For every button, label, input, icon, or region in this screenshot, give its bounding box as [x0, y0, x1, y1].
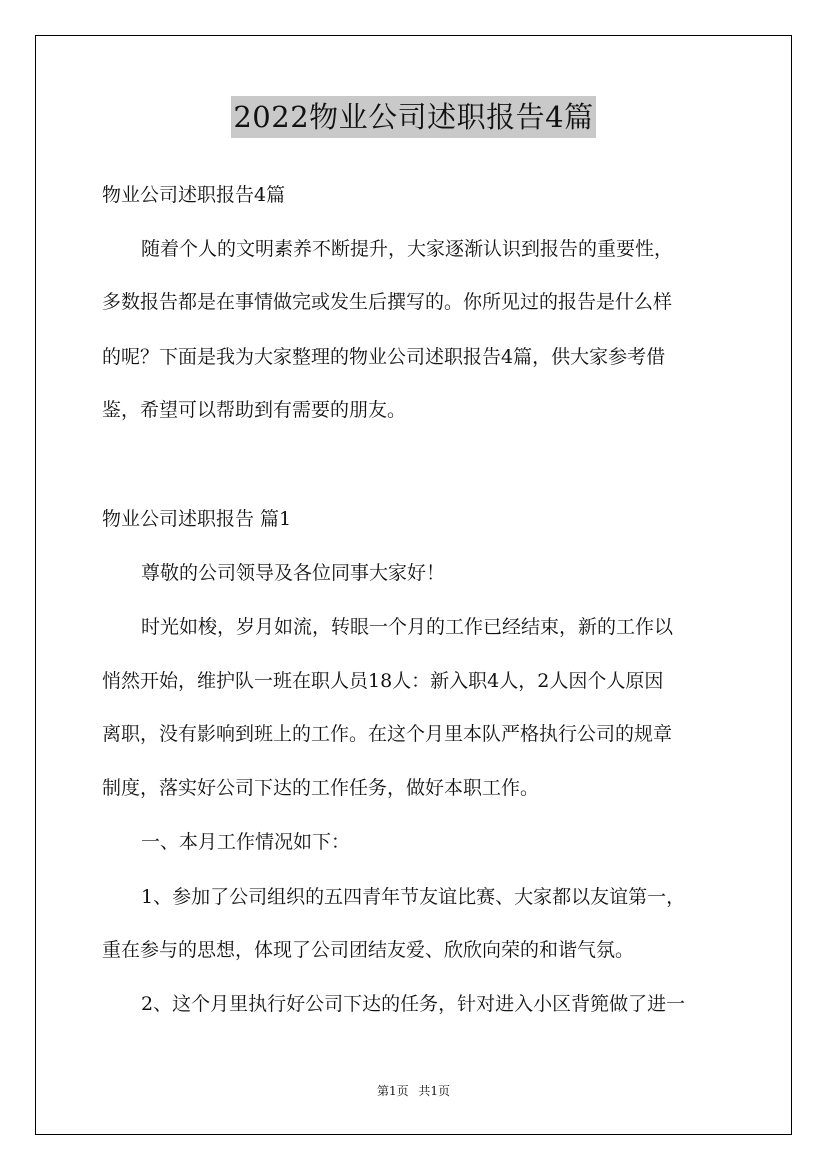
paragraph-line: 悄然开始，维护队一班在职人员18人：新入职4人，2人因个人原因 — [102, 670, 664, 692]
paragraph-line: 的呢？下面是我为大家整理的物业公司述职报告4篇，供大家参考借 — [102, 346, 666, 368]
page-total: 共1页 — [418, 1084, 451, 1098]
paragraph-line: 一、本月工作情况如下： — [141, 831, 351, 853]
paragraph-line: 尊敬的公司领导及各位同事大家好！ — [141, 562, 446, 584]
document-title: 2022物业公司述职报告4篇 — [231, 96, 595, 138]
paragraph-line: 离职，没有影响到班上的工作。在这个月里本队严格执行公司的规章 — [102, 723, 673, 745]
page-footer — [0, 1083, 827, 1099]
paragraph-line: 2、这个月里执行好公司下达的任务，针对进入小区背篼做了进一 — [141, 993, 686, 1015]
paragraph-line: 随着个人的文明素养不断提升，大家逐渐认识到报告的重要性， — [141, 238, 674, 260]
paragraph-line: 鉴，希望可以帮助到有需要的朋友。 — [102, 399, 407, 421]
page-number: 第1页 — [376, 1084, 409, 1098]
paragraph-line: 1、参加了公司组织的五四青年节友谊比赛、大家都以友谊第一， — [141, 886, 686, 908]
paragraph-line: 时光如梭，岁月如流，转眼一个月的工作已经结束，新的工作以 — [141, 616, 674, 638]
paragraph-line: 多数报告都是在事情做完或发生后撰写的。你所见过的报告是什么样 — [102, 291, 673, 313]
title-wrap — [0, 96, 827, 138]
paragraph-line: 重在参与的思想，体现了公司团结友爱、欣欣向荣的和谐气氛。 — [102, 939, 635, 961]
subtitle: 物业公司述职报告4篇 — [102, 184, 286, 206]
paragraph-line: 制度，落实好公司下达的工作任务，做好本职工作。 — [102, 777, 540, 799]
section-heading: 物业公司述职报告 篇1 — [102, 508, 292, 530]
